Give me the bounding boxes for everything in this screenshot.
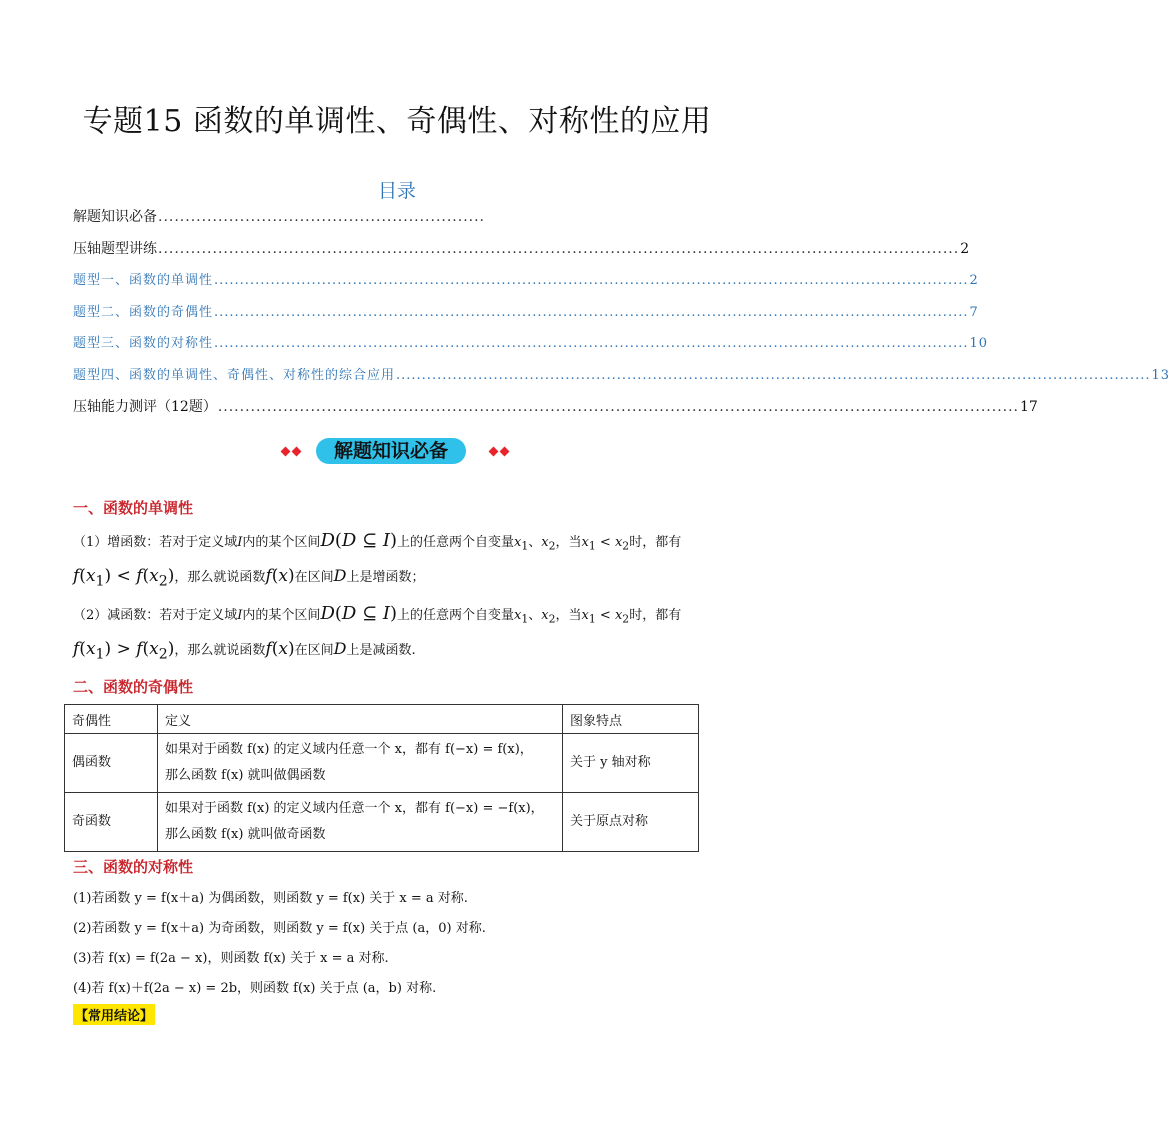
toc-item[interactable] (73, 364, 1170, 383)
text-span: 上的任意两个自变量 (397, 535, 515, 550)
table-header-cell: 奇偶性 (65, 705, 158, 734)
conclusion-label: 【常用结论】 (73, 1004, 155, 1025)
text-span: 时，都有 (629, 535, 682, 550)
decreasing-def-line2: $f(x_1) > f(x_2)$，那么就说函数f(x)在区间D上是减函数. (73, 639, 416, 663)
toc-leader: ............................................................ (158, 209, 486, 225)
increasing-def-line1: （1）增函数：若对于定义域I内的某个区间D(D ⊆ I)上的任意两个自变量$x_1$、$x_2$，当$x_1 < x_2$时，都有 (73, 530, 682, 553)
toc-item[interactable] (73, 238, 970, 258)
toc-item-label: 压轴题型讲练 (73, 241, 157, 257)
table-cell-definition (158, 734, 563, 793)
text-span: ，那么就说函数 (174, 570, 266, 585)
diamond-icon (292, 447, 302, 457)
toc-leader: ................................................................................................................................................... (396, 368, 1151, 383)
text-span: 内的某个区间 (242, 608, 321, 623)
text-span: 上的任意两个自变量 (397, 608, 515, 623)
page-title: 专题15 函数的单调性、奇偶性、对称性的应用 (82, 104, 712, 139)
decreasing-def-line1: （2）减函数：若对于定义域I内的某个区间D(D ⊆ I)上的任意两个自变量$x_1$、$x_2$，当$x_1 < x_2$时，都有 (73, 603, 682, 626)
toc-item[interactable] (73, 301, 979, 320)
toc-item[interactable] (73, 396, 1038, 416)
toc-page-number: 10 (969, 336, 989, 351)
toc-leader: ................................................................................................................................................... (214, 336, 969, 351)
diamond-icon (489, 447, 499, 457)
toc-page-number: 2 (960, 241, 970, 257)
banner-text: 解题知识必备 (333, 440, 448, 462)
table-cell-definition (158, 793, 563, 852)
text-span: （2）减函数：若对于定义域 (73, 608, 238, 623)
toc-page-number: 13 (1151, 368, 1170, 383)
text-span: ，当 (555, 608, 582, 623)
definition-line: 那么函数 f(x) 就叫做奇函数 (165, 827, 326, 842)
table-header-cell: 定义 (158, 705, 563, 734)
text-span: 内的某个区间 (242, 535, 321, 550)
increasing-def-line2: $f(x_1) < f(x_2)$，那么就说函数f(x)在区间D上是增函数； (73, 566, 425, 590)
text-span: 时，都有 (629, 608, 682, 623)
toc-heading: 目录 (377, 180, 416, 202)
toc-item-label: 解题知识必备 (73, 209, 157, 225)
text-span: 上是减函数. (346, 643, 416, 658)
definition-line: 如果对于函数 f(x) 的定义域内任意一个 x，都有 f(−x) = −f(x)， (165, 801, 544, 816)
symmetry-item: (2)若函数 y = f(x＋a) 为奇函数，则函数 y = f(x) 关于点 (a，0) 对称. (73, 921, 486, 936)
toc-page-number: 17 (1020, 399, 1038, 415)
table-cell-feature: 关于原点对称 (563, 793, 699, 852)
toc-leader: ................................................................................................................................................... (214, 305, 969, 320)
toc-item[interactable] (73, 206, 626, 226)
toc-page-number: 7 (969, 305, 979, 320)
toc-item-label: 题型三、函数的对称性 (73, 336, 214, 351)
text-span: 在区间 (294, 643, 334, 658)
diamond-icon (281, 447, 291, 457)
table-cell-type: 偶函数 (65, 734, 158, 793)
section-heading-parity: 二、函数的奇偶性 (73, 678, 194, 696)
toc-leader: ................................................................................................................................................... (158, 241, 960, 257)
table-header-row (65, 705, 699, 734)
text-span: 在区间 (294, 570, 334, 585)
toc-leader: ................................................................................................................................................... (214, 273, 969, 288)
section-heading-monotonicity: 一、函数的单调性 (73, 499, 194, 517)
section-banner (280, 436, 515, 468)
definition-line: 如果对于函数 f(x) 的定义域内任意一个 x，都有 f(−x) = f(x)， (165, 742, 533, 757)
toc-item-label: 题型四、函数的单调性、奇偶性、对称性的综合应用 (73, 368, 396, 383)
text-span: （1）增函数：若对于定义域 (73, 535, 238, 550)
text-span: ，当 (555, 535, 582, 550)
toc-item-label: 题型一、函数的单调性 (73, 273, 214, 288)
section-heading-symmetry: 三、函数的对称性 (73, 858, 194, 876)
toc-page-number: 2 (969, 273, 979, 288)
toc-item-label: 压轴能力测评（12题） (73, 399, 217, 415)
diamond-icon (500, 447, 510, 457)
table-cell-feature: 关于 y 轴对称 (563, 734, 699, 793)
toc-item-label: 题型二、函数的奇偶性 (73, 305, 214, 320)
table-header-cell: 图象特点 (563, 705, 699, 734)
definition-line: 那么函数 f(x) 就叫做偶函数 (165, 768, 326, 783)
toc-leader: ................................................................................................................................................... (217, 399, 1020, 415)
table-row (65, 734, 699, 793)
text-span: 上是增函数； (346, 570, 425, 585)
text-span: ，那么就说函数 (174, 643, 266, 658)
toc-item[interactable] (73, 332, 989, 351)
symmetry-item: (4)若 f(x)＋f(2a − x) = 2b，则函数 f(x) 关于点 (a，b) 对称. (73, 981, 437, 996)
table-row (65, 793, 699, 852)
symmetry-item: (1)若函数 y = f(x＋a) 为偶函数，则函数 y = f(x) 关于 x = a 对称. (73, 891, 468, 906)
parity-table (64, 704, 699, 852)
table-cell-type: 奇函数 (65, 793, 158, 852)
toc-item[interactable] (73, 269, 979, 288)
symmetry-item: (3)若 f(x) = f(2a − x)，则函数 f(x) 关于 x = a 对称. (73, 951, 389, 966)
